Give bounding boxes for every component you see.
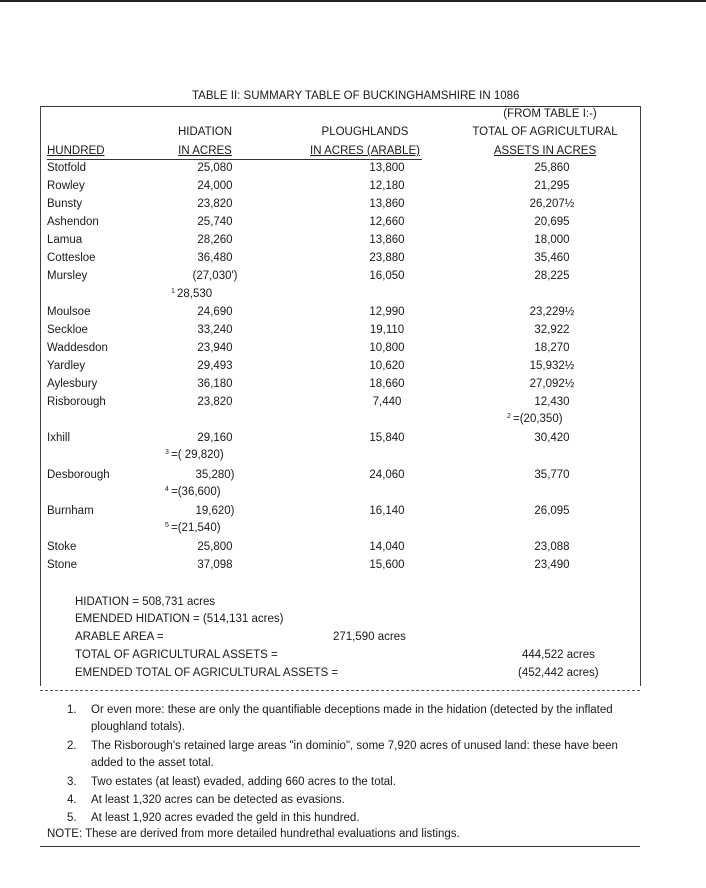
note-number: 3. xyxy=(67,776,77,788)
note-text: Two estates (at least) evaded, adding 660 acres to the total. xyxy=(91,776,396,788)
hidation-value: 23,820 xyxy=(197,396,233,408)
table-row xyxy=(47,306,607,324)
table-row xyxy=(47,270,607,288)
arable-area-value: 271,590 acres xyxy=(333,631,406,643)
header-hidation-unit: IN ACRES xyxy=(178,145,232,157)
ploughlands-value: 16,140 xyxy=(369,505,405,517)
ploughlands-value: 24,060 xyxy=(369,469,405,481)
assets-value: 32,922 xyxy=(534,324,570,336)
ploughlands-value: 15,840 xyxy=(369,432,405,444)
hundred-name: Moulsoe xyxy=(47,306,91,318)
ploughlands-value: 13,860 xyxy=(369,198,405,210)
hundred-name: Rowley xyxy=(47,180,85,192)
hundred-name: Desborough xyxy=(47,469,110,481)
hundred-name: Yardley xyxy=(47,360,86,372)
footnote-ref: 1 xyxy=(171,288,175,295)
hidation-value: 29,493 xyxy=(197,360,233,372)
assets-value: 27,092½ xyxy=(529,378,575,390)
note-number: 2. xyxy=(67,740,77,752)
assets-value: 23,490 xyxy=(534,559,570,571)
assets-value: 20,695 xyxy=(534,216,570,228)
table-row-continuation xyxy=(47,413,607,431)
assets-value: 26,207½ xyxy=(529,198,575,210)
hidation-value: 33,240 xyxy=(197,324,233,336)
assets-value: 18,000 xyxy=(534,234,570,246)
ploughlands-value: 10,800 xyxy=(369,342,405,354)
header-hundred: HUNDRED xyxy=(47,145,105,157)
note-item xyxy=(47,810,647,827)
header-hidation: HIDATION xyxy=(177,126,233,138)
hundred-name: Mursley xyxy=(47,270,88,282)
note-number: 1. xyxy=(67,704,77,716)
table-row xyxy=(47,360,607,378)
footnote-ref: 2 xyxy=(507,413,511,420)
hundred-name: Ashendon xyxy=(47,216,99,228)
table-row-continuation xyxy=(47,288,607,306)
note-item xyxy=(47,792,647,809)
assets-value: 28,225 xyxy=(534,270,570,282)
note-number: 5. xyxy=(67,812,77,824)
hidation-emended: =( 29,820) xyxy=(171,449,224,461)
hidation-value: 19,620) xyxy=(195,505,235,517)
assets-value: 18,270 xyxy=(534,342,570,354)
hidation-value: 29,160 xyxy=(197,432,233,444)
hidation-value: 36,180 xyxy=(197,378,233,390)
hidation-emended: =(21,540) xyxy=(171,522,221,534)
notes-separator xyxy=(40,690,640,691)
ploughlands-value: 13,800 xyxy=(369,162,405,174)
hundred-name: Bunsty xyxy=(47,198,83,210)
ploughlands-value: 18,660 xyxy=(369,378,405,390)
total-assets-value: 444,522 acres xyxy=(522,649,595,661)
header-ploughlands-unit: IN ACRES (ARABLE) xyxy=(310,145,420,157)
hidation-value: 37,098 xyxy=(197,559,233,571)
header-total-assets: TOTAL OF AGRICULTURAL xyxy=(472,126,618,138)
hundred-name: Ixhill xyxy=(47,432,71,444)
note-text: The Risborough's retained large areas "in dominio", some 7,920 acres of unused land: these have been added to the asset total. xyxy=(91,740,618,769)
hundred-name: Aylesbury xyxy=(47,378,98,390)
header-ploughlands: PLOUGHLANDS xyxy=(321,126,409,138)
table-title: TABLE II: SUMMARY TABLE OF BUCKINGHAMSHIRE IN 1086 xyxy=(192,90,520,102)
table-row xyxy=(47,469,607,487)
header-underline xyxy=(47,159,422,160)
table-row xyxy=(47,252,607,270)
hidation-value: 35,280) xyxy=(195,469,235,481)
table-row xyxy=(47,342,607,360)
table-right-rule xyxy=(640,106,641,686)
table-row xyxy=(47,505,607,523)
notes-bottom-rule xyxy=(40,846,640,847)
ploughlands-value: 19,110 xyxy=(369,324,405,336)
header-assets-unit: ASSETS IN ACRES xyxy=(493,145,597,157)
assets-value: 35,460 xyxy=(534,252,570,264)
hundred-name: Waddesdon xyxy=(47,342,108,354)
hundred-name: Lamua xyxy=(47,234,83,246)
hidation-value: 24,000 xyxy=(197,180,233,192)
note-item xyxy=(47,702,647,736)
emended-assets-value: (452,442 acres) xyxy=(518,667,599,679)
assets-value: 21,295 xyxy=(534,180,570,192)
note-text: Or even more: these are only the quantifiable deceptions made in the hidation (detected by the inflated ploughland totals). xyxy=(91,704,613,733)
hidation-value: 25,800 xyxy=(197,541,233,553)
hidation-value: 25,080 xyxy=(197,162,233,174)
assets-value: 30,420 xyxy=(534,432,570,444)
hundred-name: Burnham xyxy=(47,505,94,517)
ploughlands-value: 15,600 xyxy=(369,559,405,571)
table-row xyxy=(47,396,607,414)
table-row xyxy=(47,234,607,252)
table-row xyxy=(47,541,607,559)
hidation-emended: =(36,600) xyxy=(171,486,221,498)
table-top-rule xyxy=(40,106,640,107)
ploughlands-value: 10,620 xyxy=(369,360,405,372)
arable-area-label: ARABLE AREA = xyxy=(75,631,164,643)
hidation-value: 36,480 xyxy=(197,252,233,264)
ploughlands-value: 7,440 xyxy=(372,396,402,408)
ploughlands-value: 12,990 xyxy=(369,306,405,318)
hundred-name: Stotfold xyxy=(47,162,86,174)
hundred-name: Stone xyxy=(47,559,78,571)
emended-assets-label: EMENDED TOTAL OF AGRICULTURAL ASSETS = xyxy=(75,667,339,679)
ploughlands-value: 12,180 xyxy=(369,180,405,192)
scan-top-edge xyxy=(0,0,706,2)
hundred-name: Cottesloe xyxy=(47,252,96,264)
footnote-ref: 4 xyxy=(165,486,169,493)
table-row xyxy=(47,216,607,234)
table-row-continuation xyxy=(47,449,607,467)
table-row xyxy=(47,324,607,342)
assets-value: 15,932½ xyxy=(529,360,575,372)
note-item xyxy=(47,774,647,791)
assets-value: 26,095 xyxy=(534,505,570,517)
assets-value: 35,770 xyxy=(534,469,570,481)
hidation-value: 23,820 xyxy=(197,198,233,210)
table-row xyxy=(47,180,607,198)
assets-value: 23,229½ xyxy=(529,306,575,318)
table-row-continuation xyxy=(47,486,607,504)
note-text: At least 1,320 acres can be detected as evasions. xyxy=(91,794,345,806)
table-row xyxy=(47,432,607,450)
assets-value: 12,430 xyxy=(534,396,570,408)
hidation-value: 28,260 xyxy=(197,234,233,246)
hundred-name: Risborough xyxy=(47,396,106,408)
hidation-emended: 28,530 xyxy=(177,288,213,300)
table-row xyxy=(47,378,607,396)
total-hidation: HIDATION = 508,731 acres xyxy=(75,596,216,608)
note-number: 4. xyxy=(67,794,77,806)
ploughlands-value: 13,860 xyxy=(369,234,405,246)
note-item xyxy=(47,738,647,772)
table-row xyxy=(47,559,607,577)
ploughlands-value: 16,050 xyxy=(369,270,405,282)
assets-emended: =(20,350) xyxy=(513,413,563,425)
emended-hidation: EMENDED HIDATION = (514,131 acres) xyxy=(75,613,284,625)
footnote-ref: 3 xyxy=(165,449,169,456)
hundred-name: Seckloe xyxy=(47,324,88,336)
table-row-continuation xyxy=(47,522,607,540)
table-left-rule xyxy=(40,106,41,686)
assets-value: 23,088 xyxy=(534,541,570,553)
hidation-value: 25,740 xyxy=(197,216,233,228)
hidation-value: 24,690 xyxy=(197,306,233,318)
ploughlands-value: 12,660 xyxy=(369,216,405,228)
hidation-value: 23,940 xyxy=(197,342,233,354)
header-from-table: (FROM TABLE I:-) xyxy=(503,108,597,120)
table-row xyxy=(47,198,607,216)
hundred-name: Stoke xyxy=(47,541,77,553)
note-text: At least 1,920 acres evaded the geld in this hundred. xyxy=(91,812,360,824)
ploughlands-value: 23,880 xyxy=(369,252,405,264)
footnote-ref: 5 xyxy=(165,522,169,529)
ploughlands-value: 14,040 xyxy=(369,541,405,553)
table-row xyxy=(47,162,607,180)
footnote: NOTE: These are derived from more detailed hundrethal evaluations and listings. xyxy=(47,828,460,840)
total-assets-label: TOTAL OF AGRICULTURAL ASSETS = xyxy=(75,649,278,661)
assets-value: 25,860 xyxy=(534,162,570,174)
hidation-value: (27,030') xyxy=(192,270,238,282)
